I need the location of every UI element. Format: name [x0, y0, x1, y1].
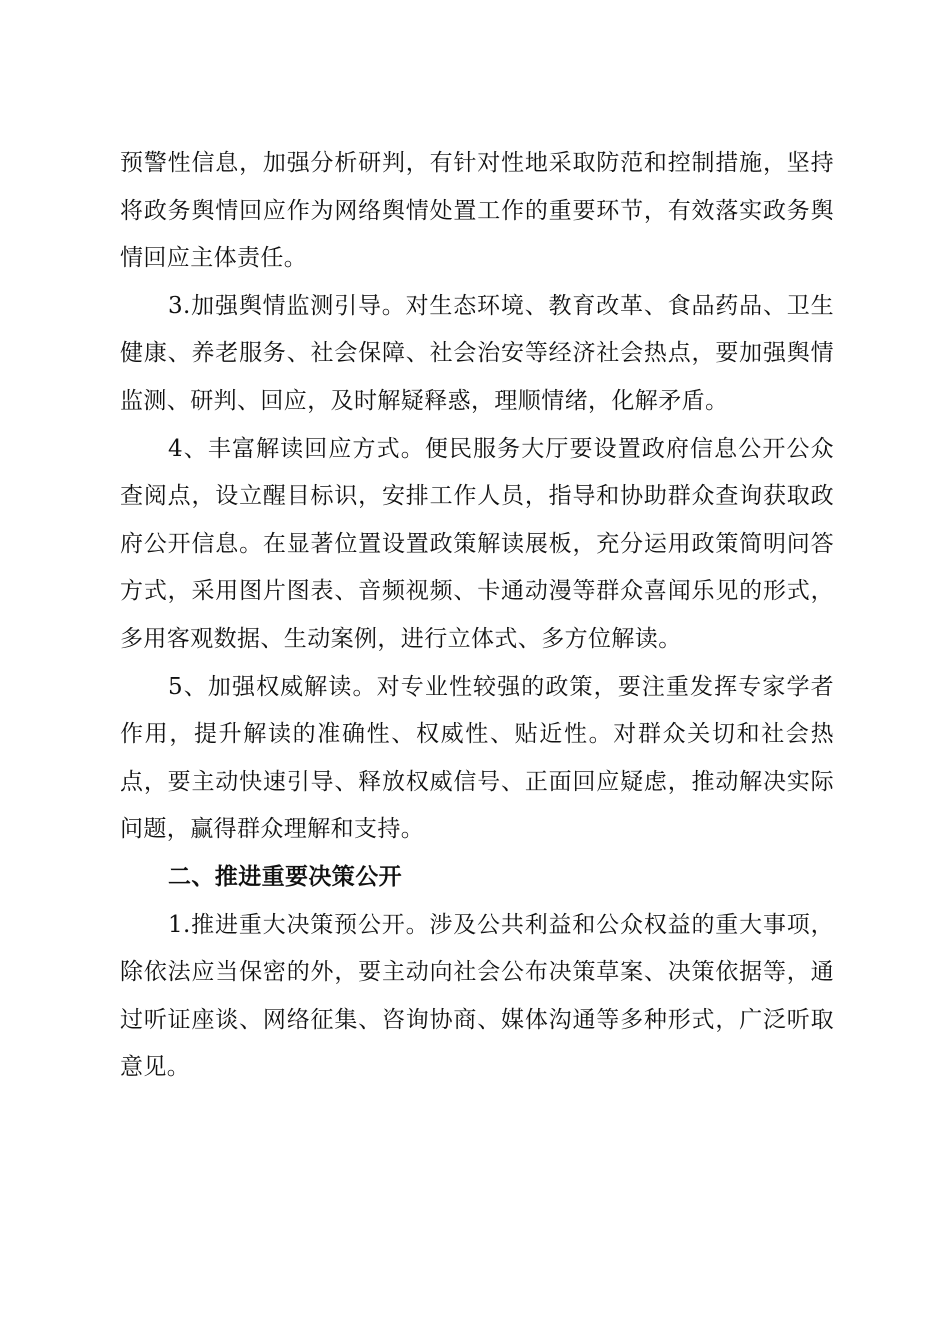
paragraph-decision-disclosure: 1.推进重大决策预公开。涉及公共利益和公众权益的重大事项，除依法应当保密的外，要主动向社会公布决策草案、决策依据等，通过听证座谈、网络征集、咨询协商、媒体沟通等多种形式，广泛听取意见。	[120, 911, 834, 1081]
paragraph-item-5: 5、加强权威解读。对专业性较强的政策，要注重发挥专家学者作用，提升解读的准确性、权威性、贴近性。对群众关切和社会热点，要主动快速引导、释放权威信号、正面回应疑虑，推动解决实际问题，赢得群众理解和支持。	[120, 673, 834, 843]
section-heading: 二、推进重要决策公开	[168, 863, 402, 890]
paragraph-item-3: 3.加强舆情监测引导。对生态环境、教育改革、食品药品、卫生健康、养老服务、社会保障、社会治安等经济社会热点，要加强舆情监测、研判、回应，及时解疑释惑，理顺情绪，化解矛盾。	[120, 292, 834, 414]
document-body	[120, 140, 834, 1092]
paragraph-continuation: 预警性信息，加强分析研判，有针对性地采取防范和控制措施，坚持将政务舆情回应作为网络舆情处置工作的重要环节，有效落实政务舆情回应主体责任。	[120, 150, 834, 272]
paragraph-item-4: 4、丰富解读回应方式。便民服务大厅要设置政府信息公开公众查阅点，设立醒目标识，安排工作人员，指导和协助群众查询获取政府公开信息。在显著位置设置政策解读展板，充分运用政策简明问答方式，采用图片图表、音频视频、卡通动漫等群众喜闻乐见的形式，多用客观数据、生动案例，进行立体式、多方位解读。	[120, 435, 834, 652]
